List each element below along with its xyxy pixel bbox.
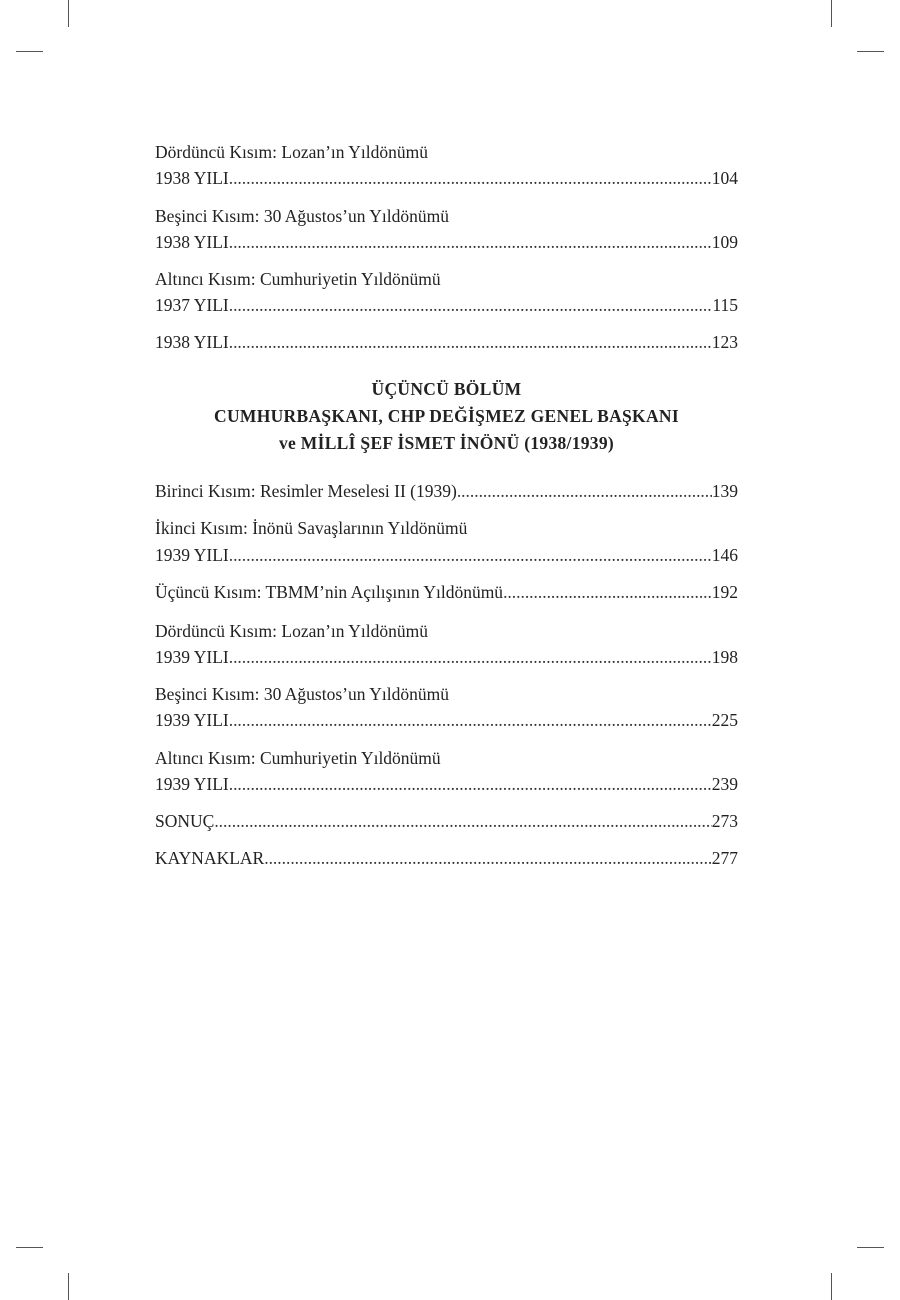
toc-entry-row[interactable] bbox=[155, 543, 738, 567]
crop-mark-bottom-left-horizontal bbox=[16, 1247, 43, 1248]
toc-page-number: 109 bbox=[711, 232, 738, 252]
crop-mark-top-left-horizontal bbox=[16, 51, 43, 52]
toc-entry-row[interactable] bbox=[155, 580, 738, 604]
toc-entry-title: Altıncı Kısım: Cumhuriyetin Yıldönümü bbox=[155, 269, 441, 289]
toc-entry-row[interactable] bbox=[155, 330, 738, 354]
toc-page-number: 139 bbox=[711, 481, 738, 501]
toc-page-number: 104 bbox=[711, 168, 738, 188]
toc-entry-label: 1939 YILI bbox=[155, 647, 229, 667]
toc-page-number: 277 bbox=[711, 848, 738, 868]
dot-leader bbox=[229, 230, 712, 254]
toc-entry-title: Dördüncü Kısım: Lozan’ın Yıldönümü bbox=[155, 142, 428, 162]
toc-page-number: 239 bbox=[711, 774, 738, 794]
crop-mark-bottom-left-vertical bbox=[68, 1273, 69, 1300]
dot-leader bbox=[229, 166, 712, 190]
toc-entry-label: 1937 YILI bbox=[155, 295, 229, 315]
toc-page-number: 123 bbox=[711, 332, 738, 352]
toc-page-number: 273 bbox=[711, 811, 738, 831]
toc-entry-label: SONUÇ bbox=[155, 811, 215, 831]
table-of-contents bbox=[155, 0, 738, 1300]
section-heading-line-3: ve MİLLÎ ŞEF İSMET İNÖNÜ (1938/1939) bbox=[278, 433, 615, 453]
toc-entry-label: 1938 YILI bbox=[155, 332, 229, 352]
toc-entry-label: Üçüncü Kısım: TBMM’nin Açılışının Yıldönümü bbox=[155, 582, 504, 602]
section-heading-line-2: CUMHURBAŞKANI, CHP DEĞİŞMEZ GENEL BAŞKANI bbox=[214, 406, 679, 426]
toc-entry-row[interactable] bbox=[155, 293, 738, 317]
toc-entry-title: Beşinci Kısım: 30 Ağustos’un Yıldönümü bbox=[155, 684, 449, 704]
dot-leader bbox=[229, 330, 712, 354]
section-heading-line-1: ÜÇÜNCÜ BÖLÜM bbox=[371, 379, 522, 399]
toc-entry-label: KAYNAKLAR bbox=[155, 848, 265, 868]
dot-leader bbox=[229, 772, 712, 796]
toc-page-number: 198 bbox=[711, 647, 738, 667]
toc-entry-row[interactable] bbox=[155, 846, 738, 870]
toc-entry-row[interactable] bbox=[155, 809, 738, 833]
crop-mark-top-left-vertical bbox=[68, 0, 69, 27]
crop-mark-bottom-right-vertical bbox=[831, 1273, 832, 1300]
toc-page-number: 192 bbox=[711, 582, 738, 602]
dot-leader bbox=[229, 543, 712, 567]
toc-entry-row[interactable] bbox=[155, 230, 738, 254]
toc-entry-row[interactable] bbox=[155, 166, 738, 190]
dot-leader bbox=[457, 479, 712, 503]
toc-page-number: 146 bbox=[711, 545, 738, 565]
dot-leader bbox=[503, 580, 712, 604]
toc-page-number: 115 bbox=[712, 295, 738, 315]
crop-mark-top-right-horizontal bbox=[857, 51, 884, 52]
toc-entry-title: Altıncı Kısım: Cumhuriyetin Yıldönümü bbox=[155, 748, 441, 768]
toc-entry-row[interactable] bbox=[155, 645, 738, 669]
dot-leader bbox=[229, 293, 713, 317]
toc-entry-label: 1938 YILI bbox=[155, 168, 229, 188]
toc-entry-row[interactable] bbox=[155, 708, 738, 732]
toc-entry-label: Birinci Kısım: Resimler Meselesi II (1939) bbox=[155, 481, 457, 501]
crop-mark-top-right-vertical bbox=[831, 0, 832, 27]
toc-entry-row[interactable] bbox=[155, 479, 738, 503]
toc-entry-row[interactable] bbox=[155, 772, 738, 796]
dot-leader bbox=[229, 708, 712, 732]
toc-entry-label: 1939 YILI bbox=[155, 710, 229, 730]
toc-entry-title: İkinci Kısım: İnönü Savaşlarının Yıldönümü bbox=[155, 518, 468, 538]
toc-entry-label: 1938 YILI bbox=[155, 232, 229, 252]
toc-entry-title: Beşinci Kısım: 30 Ağustos’un Yıldönümü bbox=[155, 206, 449, 226]
crop-mark-bottom-right-horizontal bbox=[857, 1247, 884, 1248]
dot-leader bbox=[264, 846, 712, 870]
dot-leader bbox=[214, 809, 711, 833]
toc-entry-title: Dördüncü Kısım: Lozan’ın Yıldönümü bbox=[155, 621, 428, 641]
toc-page-number: 225 bbox=[711, 710, 738, 730]
dot-leader bbox=[229, 645, 712, 669]
toc-entry-label: 1939 YILI bbox=[155, 545, 229, 565]
toc-entry-label: 1939 YILI bbox=[155, 774, 229, 794]
